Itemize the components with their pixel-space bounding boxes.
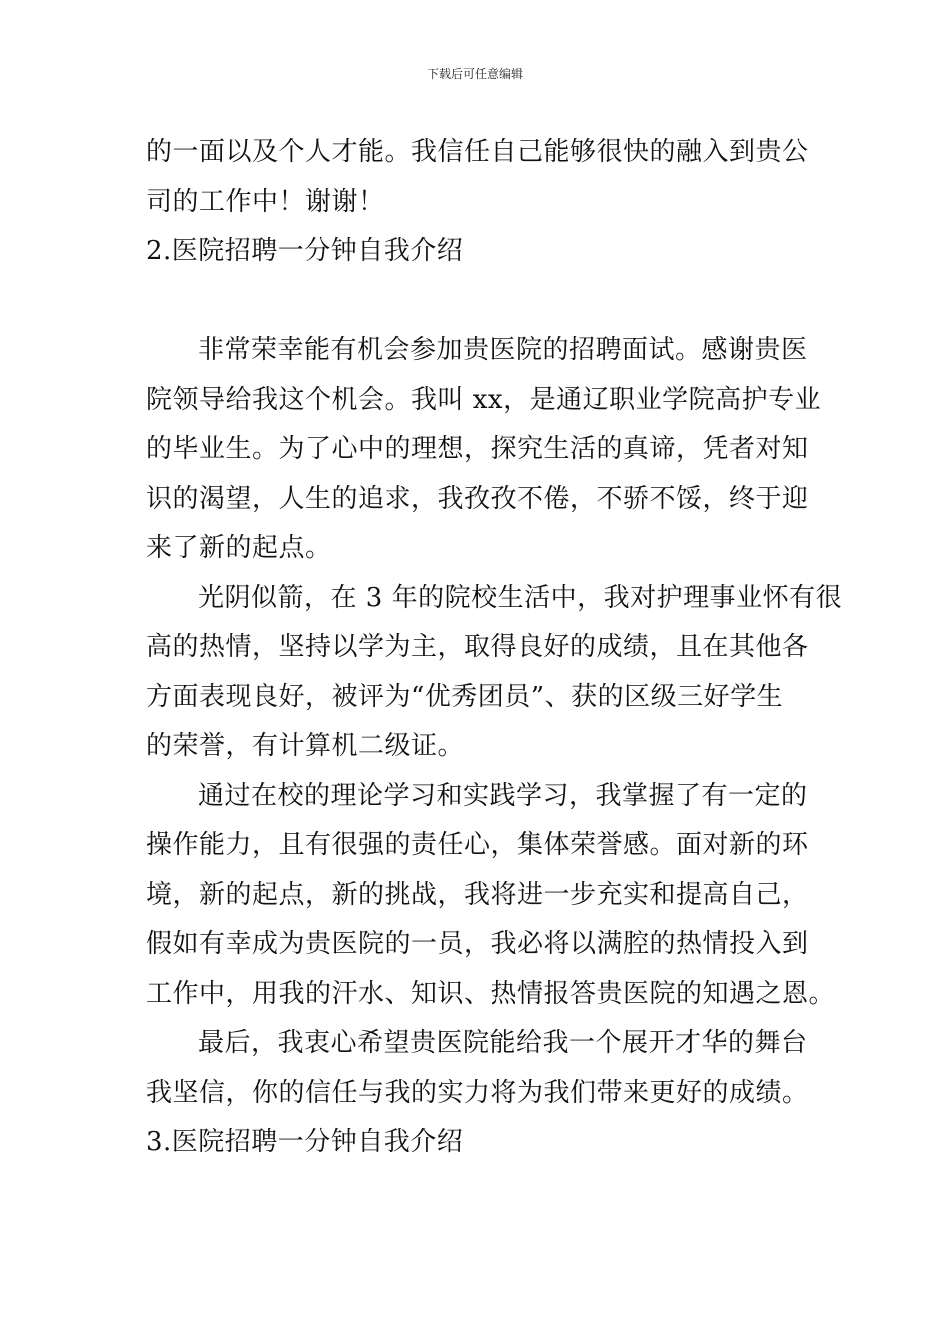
text-line: 方面表现良好，被评为“优秀团员”、获的区级三好学生	[146, 681, 784, 712]
text-line: 识的渴望，人生的追求，我孜孜不倦，不骄不馁，终于迎	[146, 483, 809, 514]
section-heading: 3.医院招聘一分钟自我介绍	[146, 1127, 464, 1157]
paragraph-first-line: 通过在校的理论学习和实践学习，我掌握了有一定的	[198, 780, 808, 811]
text-line: 境，新的起点，新的挑战，我将进一步充实和提高自己，	[146, 879, 809, 910]
paragraph-first-line: 最后，我衷心希望贵医院能给我一个展开才华的舞台	[198, 1028, 808, 1058]
text-line: 假如有幸成为贵医院的一员，我必将以满腔的热情投入到	[146, 929, 809, 959]
text-line: 司的工作中！谢谢！	[146, 186, 385, 217]
text-line: 院领导给我这个机会。我叫 xx，是通辽职业学院高护专业	[146, 384, 822, 415]
text-line: 操作能力，且有很强的责任心，集体荣誉感。面对新的环	[146, 830, 809, 860]
text-line: 高的热情，坚持以学为主，取得良好的成绩，且在其他各	[146, 632, 809, 662]
text-line: 我坚信，你的信任与我的实力将为我们带来更好的成绩。	[146, 1077, 809, 1108]
text-line: 的荣誉，有计算机二级证。	[146, 731, 465, 761]
paragraph-first-line: 光阴似箭，在 3 年的院校生活中，我对护理事业怀有很	[198, 582, 843, 613]
section-heading: 2.医院招聘一分钟自我介绍	[146, 236, 464, 266]
text-line: 的毕业生。为了心中的理想，探究生活的真谛，凭者对知	[146, 434, 809, 464]
document-body	[146, 128, 843, 1168]
blank-line	[146, 277, 810, 327]
page-header: 下载后可任意编辑	[426, 67, 523, 81]
paragraph-first-line: 非常荣幸能有机会参加贵医院的招聘面试。感谢贵医	[198, 335, 808, 365]
text-line: 来了新的起点。	[146, 533, 332, 563]
text-line: 的一面以及个人才能。我信任自己能够很快的融入到贵公	[146, 137, 809, 167]
text-line: 工作中，用我的汗水、知识、热情报答贵医院的知遇之恩。	[146, 978, 836, 1009]
